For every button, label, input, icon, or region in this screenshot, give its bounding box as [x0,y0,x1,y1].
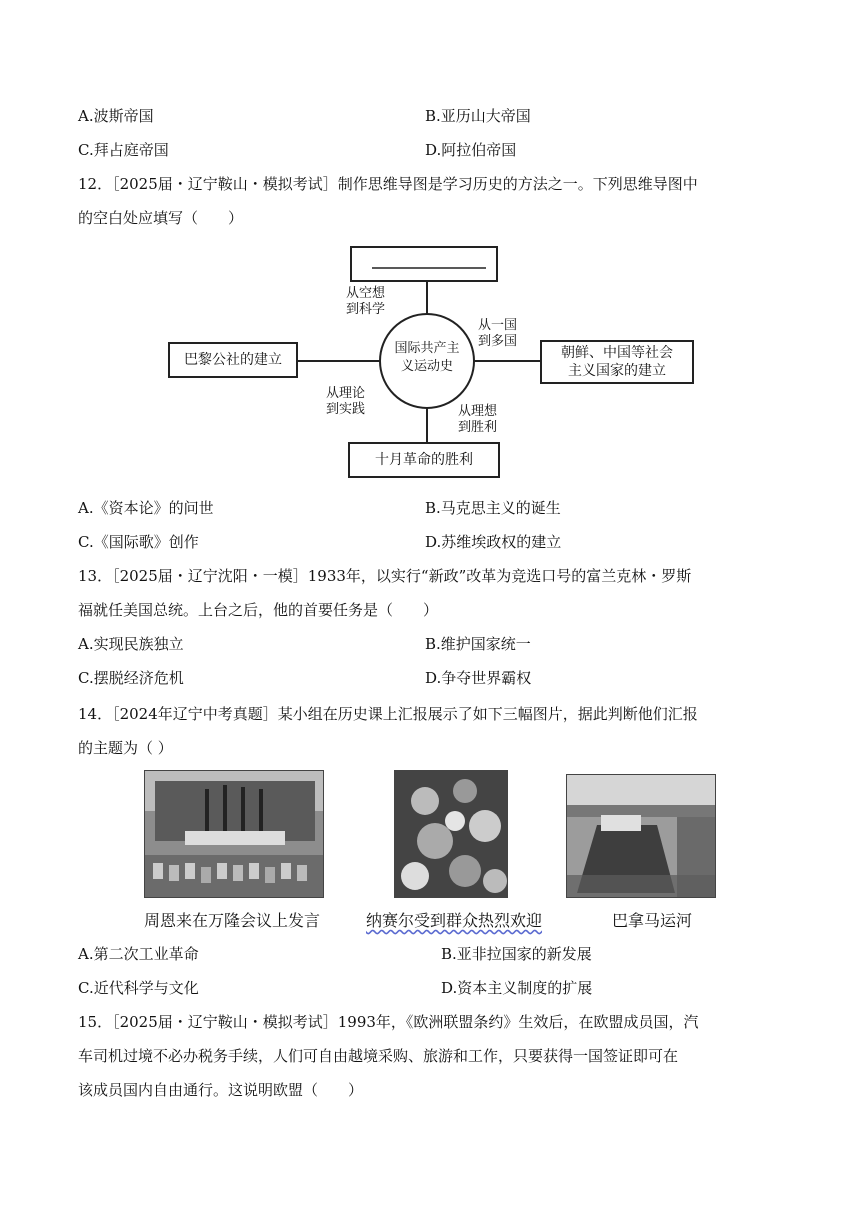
q14-stem-line1: 14．［2024年辽宁中考真题］某小组在历史课上汇报展示了如下三幅图片，据此判断他们汇报 [78,705,698,723]
q12-option-c: C.《国际歌》创作 [78,533,199,551]
right-box-line2: 主义国家的建立 [568,363,666,379]
left-label-1: 从理论 [326,386,366,401]
q15-stem-line1: 15．［2025届・辽宁鞍山・模拟考试］1993年，《欧洲联盟条约》生效后，在欧盟成员国，汽 [78,1013,699,1031]
photo-bandung-conference [144,770,324,898]
q13-option-a: A.实现民族独立 [78,635,184,653]
mind-map [160,244,700,484]
bottom-connector-label [458,404,497,436]
q12-stem-line2: 的空白处应填写（ ） [78,209,244,227]
bottom-label-1: 从理想 [458,404,498,419]
left-connector-label [326,386,365,418]
q12-option-d: D.苏维埃政权的建立 [425,533,562,551]
q15-stem-line3: 该成员国内自由通行。这说明欧盟（ ） [78,1081,364,1099]
right-connector-label [478,318,517,350]
q11-option-d: D.阿拉伯帝国 [425,141,517,159]
left-box: 巴黎公社的建立 [168,342,298,378]
q12-option-b: B.马克思主义的诞生 [425,499,561,517]
center-line1: 国际共产主 [394,341,460,356]
q11-option-b: B.亚历山大帝国 [425,107,531,125]
top-label-2: 到科学 [346,302,386,317]
top-connector-label [346,286,385,318]
caption-nasser: 纳赛尔受到群众热烈欢迎 [366,911,543,930]
photo-nasser-crowd [394,770,508,898]
right-label-1: 从一国 [478,318,518,333]
right-label-2: 到多国 [478,334,518,349]
q14-option-a: A.第二次工业革命 [78,945,199,963]
center-label [382,340,472,376]
top-blank-box [350,246,498,282]
q15-stem-line2: 车司机过境不必办税务手续，人们可自由越境采购、旅游和工作，只要获得一国签证即可在 [78,1047,679,1065]
q14-option-d: D.资本主义制度的扩展 [441,979,593,997]
bottom-box: 十月革命的胜利 [348,442,500,478]
q11-option-a: A.波斯帝国 [78,107,154,125]
q12-option-a: A.《资本论》的问世 [78,499,214,517]
center-line2: 义运动史 [400,359,453,374]
right-box [540,340,694,384]
q14-option-b: B.亚非拉国家的新发展 [441,945,592,963]
photo-panama-canal [566,774,716,898]
left-label-2: 到实践 [326,402,366,417]
q14-option-c: C.近代科学与文化 [78,979,199,997]
q14-stem-line2: 的主题为（ ） [78,739,173,757]
q13-option-b: B.维护国家统一 [425,635,531,653]
q11-option-c: C.拜占庭帝国 [78,141,169,159]
right-box-line1: 朝鲜、中国等社会 [561,345,673,361]
top-label-1: 从空想 [346,286,386,301]
q13-option-c: C.摆脱经济危机 [78,669,184,687]
caption-panama: 巴拿马运河 [612,911,693,930]
q12-stem-line1: 12．［2025届・辽宁鞍山・模拟考试］制作思维导图是学习历史的方法之一。下列思维导图中 [78,175,698,193]
q13-stem-line1: 13．［2025届・辽宁沈阳・一模］1933年，以实行“新政”改革为竞选口号的富兰克林・罗斯 [78,567,692,585]
caption-bandung: 周恩来在万隆会议上发言 [144,911,321,930]
q13-stem-line2: 福就任美国总统。上台之后，他的首要任务是（ ） [78,601,439,619]
q13-option-d: D.争夺世界霸权 [425,669,532,687]
bottom-label-2: 到胜利 [458,420,498,435]
